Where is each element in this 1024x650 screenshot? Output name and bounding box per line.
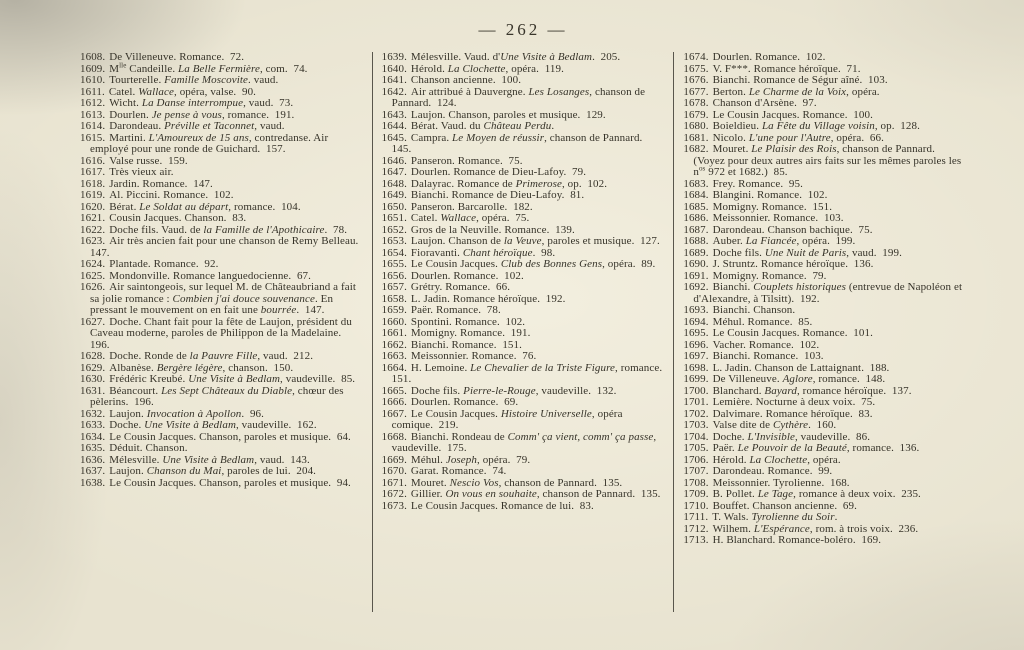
entry-number: 1689. <box>683 246 709 259</box>
catalog-entry: 1657. Grétry. Romance. 66. <box>381 281 511 293</box>
entry-number: 1609. <box>80 62 106 75</box>
entry-number: 1649. <box>381 189 407 201</box>
entry-number: 1635. <box>80 442 106 454</box>
entry-number: 1669. <box>381 453 407 466</box>
catalog-entry: 1656. Dourlen. Romance. 102. <box>381 269 524 282</box>
entry-number: 1667. <box>381 407 407 420</box>
entry-number: 1668. <box>381 430 407 443</box>
entry-number: 1705. <box>683 442 709 454</box>
entry-number: 1695. <box>683 327 709 339</box>
entry-number: 1650. <box>381 200 407 213</box>
catalog-entry: 1631. Béancourt. Les Sept Châteaux du Diable, chœur des pèlerins. 196. <box>80 384 347 408</box>
entry-number: 1647. <box>381 166 407 178</box>
catalog-entry: 1674. Dourlen. Romance. 102. <box>683 52 826 63</box>
entry-number: 1710. <box>683 499 709 512</box>
entry-number: 1646. <box>381 154 407 167</box>
catalog-entry: 1610. Tourterelle. Famille Moscovite. vaud. <box>80 74 279 86</box>
entry-number: 1643. <box>381 108 407 121</box>
entry-number: 1633. <box>80 419 106 431</box>
entry-number: 1671. <box>381 476 407 489</box>
entry-number: 1677. <box>683 85 709 98</box>
catalog-entry: 1671. Mouret. Nescio Vos, chanson de Pannard. 135. <box>381 476 623 489</box>
entry-number: 1676. <box>683 74 709 86</box>
entry-number: 1610. <box>80 74 106 86</box>
catalog-entry: 1642. Air attribué à Dauvergne. Les Losanges, chanson de Pannard. 124. <box>381 85 649 109</box>
catalog-entry: 1652. Gros de la Neuville. Romance. 139. <box>381 223 575 236</box>
entry-number: 1685. <box>683 200 709 213</box>
catalog-entry: 1669. Méhul. Joseph, opéra. 79. <box>381 453 531 466</box>
catalog-entry: 1699. De Villeneuve. Aglore, romance. 148. <box>683 373 886 385</box>
entry-number: 1608. <box>80 52 106 63</box>
catalog-entry: 1679. Le Cousin Jacques. Romance. 100. <box>683 108 873 121</box>
catalog-entry: 1622. Doche fils. Vaud. de la Famille de l'Apothicaire. 78. <box>80 223 348 236</box>
catalog-columns <box>80 52 966 612</box>
entry-number: 1711. <box>683 511 709 523</box>
entry-number: 1655. <box>381 258 407 270</box>
entry-number: 1674. <box>683 52 709 63</box>
entry-number: 1614. <box>80 120 106 132</box>
catalog-entry: 1667. Le Cousin Jacques. Histoire Universelle, opéra comique. 219. <box>381 407 626 431</box>
catalog-entry: 1637. Laujon. Chanson du Mai, paroles de lui. 204. <box>80 465 317 477</box>
entry-number: 1660. <box>381 315 407 328</box>
catalog-entry: 1623. Air très ancien fait pour une chanson de Remy Belleau. 147. <box>80 235 365 259</box>
catalog-entry: 1660. Spontini. Romance. 102. <box>381 315 526 328</box>
catalog-entry: 1665. Doche fils. Pierre-le-Rouge, vaudeville. 132. <box>381 384 617 397</box>
catalog-entry: 1661. Momigny. Romance. 191. <box>381 327 531 339</box>
entry-number: 1632. <box>80 407 106 420</box>
entry-number: 1707. <box>683 465 709 477</box>
entry-number: 1690. <box>683 258 709 270</box>
catalog-entry: 1676. Bianchi. Romance de Ségur aîné. 103. <box>683 74 888 86</box>
catalog-entry: 1643. Laujon. Chanson, paroles et musique. 129. <box>381 108 606 121</box>
catalog-entry: 1693. Bianchi. Chanson. <box>683 304 796 316</box>
catalog-entry: 1678. Chanson d'Arsène. 97. <box>683 97 817 109</box>
entry-number: 1612. <box>80 97 106 109</box>
entry-number: 1626. <box>80 281 106 293</box>
catalog-entry: 1696. Vacher. Romance. 102. <box>683 338 820 351</box>
catalog-entry: 1706. Hérold. La Clochette, opéra. <box>683 453 841 466</box>
entry-number: 1617. <box>80 166 106 178</box>
entry-number: 1709. <box>683 488 709 500</box>
catalog-entry: 1675. V. F***. Romance héroïque. 71. <box>683 62 861 75</box>
entry-number: 1684. <box>683 189 709 201</box>
entry-number: 1678. <box>683 97 709 109</box>
catalog-entry: 1647. Dourlen. Romance de Dieu-Lafoy. 79. <box>381 166 587 178</box>
catalog-entry: 1608. De Villeneuve. Romance. 72. <box>80 52 245 63</box>
entry-number: 1619. <box>80 189 106 201</box>
catalog-entry: 1703. Valse dite de Cythère. 160. <box>683 419 837 431</box>
entry-number: 1638. <box>80 476 106 489</box>
catalog-entry: 1688. Auber. La Fiancée, opéra. 199. <box>683 235 856 247</box>
entry-number: 1628. <box>80 350 106 362</box>
catalog-entry: 1677. Berton. Le Charme de la Voix, opéra. <box>683 85 880 98</box>
entry-number: 1675. <box>683 62 709 75</box>
entry-number: 1699. <box>683 373 709 385</box>
entry-number: 1651. <box>381 212 407 224</box>
entry-number: 1654. <box>381 246 407 259</box>
catalog-entry: 1648. Dalayrac. Romance de Primerose, op. 102. <box>381 177 608 190</box>
entry-number: 1691. <box>683 269 709 282</box>
catalog-entry: 1644. Bérat. Vaud. du Château Perdu. <box>381 120 555 132</box>
catalog-entry: 1672. Gillier. On vous en souhaite, chanson de Pannard. 135. <box>381 488 661 500</box>
entry-number: 1681. <box>683 131 709 144</box>
catalog-entry: 1685. Momigny. Romance. 151. <box>683 200 833 213</box>
entry-number: 1692. <box>683 281 709 293</box>
catalog-entry: 1704. Doche. L'Invisible, vaudeville. 86. <box>683 430 871 443</box>
catalog-entry: 1711. T. Wals. Tyrolienne du Soir. <box>683 511 838 523</box>
entry-number: 1621. <box>80 212 106 224</box>
entry-number: 1623. <box>80 235 106 247</box>
catalog-entry: 1649. Bianchi. Romance de Dieu-Lafoy. 81. <box>381 189 585 201</box>
catalog-entry: 1646. Panseron. Romance. 75. <box>381 154 523 167</box>
catalog-entry: 1633. Doche. Une Visite à Bedlam, vaudeville. 162. <box>80 419 317 431</box>
catalog-entry: 1709. B. Pollet. Le Tage, romance à deux voix. 235. <box>683 488 921 500</box>
catalog-entry: 1687. Darondeau. Chanson bachique. 75. <box>683 223 873 236</box>
entry-number: 1618. <box>80 177 106 190</box>
entry-number: 1680. <box>683 120 709 132</box>
entry-number: 1625. <box>80 269 106 282</box>
catalog-entry: 1700. Blanchard. Bayard, romance héroïque. 137. <box>683 384 912 397</box>
column-1 <box>80 52 372 612</box>
catalog-entry: 1655. Le Cousin Jacques. Club des Bonnes Gens, opéra. 89. <box>381 258 656 270</box>
catalog-entry: 1628. Doche. Ronde de la Pauvre Fille, vaud. 212. <box>80 350 314 362</box>
entry-number: 1698. <box>683 361 709 374</box>
entry-number: 1611. <box>80 85 105 98</box>
entry-number: 1645. <box>381 131 407 144</box>
page-number: — 262 — <box>478 20 568 39</box>
catalog-entry: 1640. Hérold. La Clochette, opéra. 119. <box>381 62 564 75</box>
catalog-entry: 1683. Frey. Romance. 95. <box>683 177 803 190</box>
entry-number: 1620. <box>80 200 106 213</box>
entry-number: 1701. <box>683 396 709 408</box>
entry-number: 1702. <box>683 407 709 420</box>
catalog-entry: 1613. Dourlen. Je pense à vous, romance. 191. <box>80 108 295 121</box>
entry-number: 1687. <box>683 223 709 236</box>
catalog-entry: 1681. Nicolo. L'une pour l'Autre, opéra. 66. <box>683 131 884 144</box>
entry-number: 1663. <box>381 350 407 362</box>
catalog-entry: 1615. Martini. L'Amoureux de 15 ans, contredanse. Air employé pour une ronde de Guichard. 157. <box>80 131 332 155</box>
entry-number: 1700. <box>683 384 709 397</box>
catalog-entry: 1692. Bianchi. Couplets historiques (entrevue de Napoléon et d'Alexandre, à Tilsitt). 192. <box>683 281 965 305</box>
entry-number: 1670. <box>381 465 407 477</box>
entry-number: 1642. <box>381 85 407 98</box>
catalog-entry: 1611. Catel. Wallace, opéra, valse. 90. <box>80 85 257 98</box>
catalog-entry: 1684. Blangini. Romance. 102. <box>683 189 828 201</box>
entry-number: 1704. <box>683 430 709 443</box>
catalog-entry: 1618. Jardin. Romance. 147. <box>80 177 213 190</box>
entry-number: 1703. <box>683 419 709 431</box>
entry-number: 1658. <box>381 292 407 305</box>
entry-number: 1656. <box>381 269 407 282</box>
entry-number: 1673. <box>381 499 407 512</box>
entry-number: 1631. <box>80 384 106 397</box>
entry-number: 1657. <box>381 281 407 293</box>
entry-number: 1624. <box>80 258 106 270</box>
catalog-entry: 1645. Campra. Le Moyen de réussir, chanson de Pannard. 145. <box>381 131 649 155</box>
catalog-entry: 1621. Cousin Jacques. Chanson. 83. <box>80 212 247 224</box>
entry-number: 1683. <box>683 177 709 190</box>
catalog-entry: 1670. Garat. Romance. 74. <box>381 465 507 477</box>
catalog-entry: 1638. Le Cousin Jacques. Chanson, paroles et musique. 94. <box>80 476 351 489</box>
entry-number: 1686. <box>683 212 709 224</box>
catalog-entry: 1710. Bouffet. Chanson ancienne. 69. <box>683 499 857 512</box>
entry-number: 1694. <box>683 315 709 328</box>
catalog-entry: 1695. Le Cousin Jacques. Romance. 101. <box>683 327 873 339</box>
entry-number: 1641. <box>381 74 407 86</box>
catalog-entry: 1663. Meissonnier. Romance. 76. <box>381 350 537 362</box>
catalog-entry: 1651. Catel. Wallace, opéra. 75. <box>381 212 530 224</box>
entry-number: 1629. <box>80 361 106 374</box>
catalog-entry: 1625. Mondonville. Romance languedocienne. 67. <box>80 269 311 282</box>
catalog-entry: 1635. Déduit. Chanson. <box>80 442 188 454</box>
catalog-entry: 1659. Paër. Romance. 78. <box>381 304 501 316</box>
catalog-entry: 1694. Méhul. Romance. 85. <box>683 315 813 328</box>
catalog-entry: 1612. Wicht. La Danse interrompue, vaud. 73. <box>80 97 294 109</box>
entry-number: 1639. <box>381 52 407 63</box>
catalog-entry: 1702. Dalvimare. Romance héroïque. 83. <box>683 407 873 420</box>
catalog-entry: 1666. Dourlen. Romance. 69. <box>381 396 519 408</box>
catalog-entry: 1707. Darondeau. Romance. 99. <box>683 465 833 477</box>
entry-number: 1672. <box>381 488 407 500</box>
catalog-entry: 1627. Doche. Chant fait pour la fête de Laujon, président du Caveau moderne, paroles de Philippon de la Madelaine. 196. <box>80 315 355 351</box>
entry-number: 1640. <box>381 62 407 75</box>
catalog-entry: 1668. Bianchi. Rondeau de Comm' ça vient, comm' ça passe, vaudeville. 175. <box>381 430 660 454</box>
catalog-entry: 1680. Boieldieu. La Fête du Village voisin, op. 128. <box>683 120 920 132</box>
entry-number: 1613. <box>80 108 106 121</box>
entry-number: 1697. <box>683 350 709 362</box>
entry-number: 1696. <box>683 338 709 351</box>
catalog-entry: 1701. Lemière. Nocturne à deux voix. 75. <box>683 396 876 408</box>
entry-number: 1627. <box>80 315 106 328</box>
catalog-entry: 1620. Bérat. Le Soldat au départ, romance. 104. <box>80 200 301 213</box>
catalog-entry: 1614. Darondeau. Préville et Taconnet, vaud. <box>80 120 285 132</box>
entry-number: 1659. <box>381 304 407 316</box>
catalog-entry: 1664. H. Lemoine. Le Chevalier de la Triste Figure, romance. 151. <box>381 361 668 385</box>
entry-number: 1637. <box>80 465 106 477</box>
catalog-entry: 1632. Laujon. Invocation à Apollon. 96. <box>80 407 265 420</box>
catalog-entry: 1698. L. Jadin. Chanson de Lattaignant. 188. <box>683 361 890 374</box>
catalog-entry: 1658. L. Jadin. Romance héroïque. 192. <box>381 292 566 305</box>
entry-number: 1713. <box>683 534 709 546</box>
catalog-entry: 1630. Frédéric Kreubé. Une Visite à Bedlam, vaudeville. 85. <box>80 373 356 385</box>
catalog-entry: 1682. Mouret. Le Plaisir des Rois, chanson de Pannard. (Voyez pour deux autres airs faits sur les mêmes paroles les $n^{os}$ 972 et 1682.) 85. <box>683 143 965 178</box>
catalog-entry: 1708. Meissonnier. Tyrolienne. 168. <box>683 476 850 489</box>
entry-number: 1636. <box>80 453 106 466</box>
catalog-entry: 1691. Momigny. Romance. 79. <box>683 269 827 282</box>
catalog-entry: 1654. Fioravanti. Chant héroïque. 98. <box>381 246 556 259</box>
entry-number: 1679. <box>683 108 709 121</box>
entry-number: 1622. <box>80 223 106 236</box>
catalog-entry: 1619. Al. Piccini. Romance. 102. <box>80 189 234 201</box>
entry-number: 1630. <box>80 373 106 385</box>
catalog-entry: 1689. Doche fils. Une Nuit de Paris, vaud. 199. <box>683 246 902 259</box>
catalog-entry: 1690. J. Struntz. Romance héroïque. 136. <box>683 258 874 270</box>
catalog-entry: 1634. Le Cousin Jacques. Chanson, paroles et musique. 64. <box>80 430 351 443</box>
catalog-entry: 1712. Wilhem. L'Espérance, rom. à trois voix. 236. <box>683 522 919 535</box>
entry-number: 1616. <box>80 154 106 167</box>
entry-number: 1664. <box>381 361 407 374</box>
entry-number: 1661. <box>381 327 407 339</box>
catalog-entry: 1673. Le Cousin Jacques. Romance de lui. 83. <box>381 499 594 512</box>
entry-number: 1666. <box>381 396 407 408</box>
entry-number: 1682. <box>683 143 709 155</box>
entry-number: 1653. <box>381 235 407 247</box>
catalog-entry: 1617. Très vieux air. <box>80 166 174 178</box>
catalog-entry: 1662. Bianchi. Romance. 151. <box>381 338 522 351</box>
entry-number: 1634. <box>80 430 106 443</box>
catalog-entry: 1641. Chanson ancienne. 100. <box>381 74 522 86</box>
entry-number: 1708. <box>683 476 709 489</box>
catalog-entry: 1636. Mélesville. Une Visite à Bedlam, vaud. 143. <box>80 453 310 466</box>
catalog-entry: 1629. Albanèse. Bergère légère, chanson. 150. <box>80 361 294 374</box>
catalog-entry: 1713. H. Blanchard. Romance-boléro. 169. <box>683 534 882 546</box>
catalog-entry: 1626. Air saintongeois, sur lequel M. de Châteaubriand a fait sa jolie romance : Combien j'ai douce souvenance. En pressant le mouvement on en fait une bourrée. 147. <box>80 281 359 316</box>
column-3 <box>673 52 966 612</box>
entry-number: 1644. <box>381 120 407 132</box>
catalog-entry: 1624. Plantade. Romance. 92. <box>80 258 219 270</box>
catalog-entry: 1650. Panseron. Barcarolle. 182. <box>381 200 533 213</box>
catalog-entry: 1639. Mélesville. Vaud. d'Une Visite à Bedlam. 205. <box>381 52 621 63</box>
catalog-entry: 1609. $M^{lle}$ Candeille. La Belle Fermière, com. 74. <box>80 60 308 75</box>
catalog-entry: 1653. Laujon. Chanson de la Veuve, paroles et musique. 127. <box>381 235 660 247</box>
entry-number: 1662. <box>381 338 407 351</box>
entry-number: 1706. <box>683 453 709 466</box>
entry-number: 1652. <box>381 223 407 236</box>
entry-number: 1693. <box>683 304 709 316</box>
entry-number: 1615. <box>80 131 106 144</box>
column-2 <box>372 52 674 612</box>
entry-number: 1665. <box>381 384 407 397</box>
catalog-entry: 1686. Meissonnier. Romance. 103. <box>683 212 844 224</box>
entry-number: 1712. <box>683 522 709 535</box>
catalog-entry: 1705. Paër. Le Pouvoir de la Beauté, romance. 136. <box>683 442 920 454</box>
catalog-entry: 1616. Valse russe. 159. <box>80 154 188 167</box>
entry-number: 1648. <box>381 177 407 190</box>
catalog-entry: 1697. Bianchi. Romance. 103. <box>683 350 824 362</box>
entry-number: 1688. <box>683 235 709 247</box>
